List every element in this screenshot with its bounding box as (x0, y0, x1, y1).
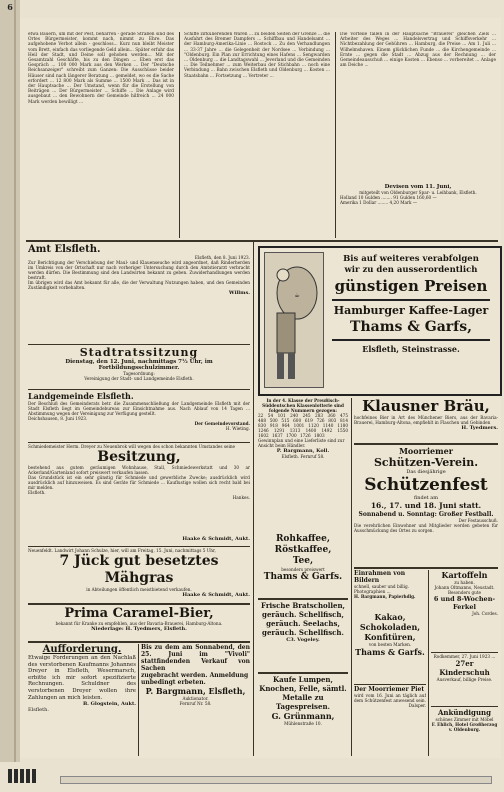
potatoes-body: zu haben. (454, 580, 475, 585)
raw-coffee-line-3: Tee, (292, 556, 314, 566)
amt-title: Amt Elsfleth. (28, 244, 101, 255)
lottery-results (258, 398, 348, 530)
council-meeting-title: Stadtratssitzung (79, 346, 199, 359)
vivoli-body: zugebracht werden. Anmeldung unbedingt erbeten. (141, 672, 249, 686)
framing-signature: H. Bargmann, Papierhdlg. (354, 594, 416, 599)
page-number: 6 (7, 2, 13, 12)
column-divider (428, 570, 429, 756)
amt-date: Elsfleth, den 8. Juni 1923. (194, 255, 250, 260)
property-sale-signature: Hankes. (232, 495, 250, 500)
archive-logo-icon (8, 768, 38, 787)
caramel-beer-agent: Niederlage: H. Tyedmers, Elsfleth. (91, 626, 187, 632)
lottery-signature: P. Bargmann, Koll. (276, 448, 330, 454)
column-divider (253, 242, 254, 756)
room-ad-signature: F. Ehlich, Hotel Großherzog v. Oldenburg. (431, 722, 498, 732)
coffee-ad-address: Elsfleth, Steinstrasse. (362, 344, 460, 354)
page-fold (14, 0, 16, 792)
fish-ad-body: Frische Bratschollen, geräuch. Schellfisch, geräuch. Seelachs, geräuch. Schellfisch. (260, 601, 345, 637)
piet-title: Der Moorriemer Piet (354, 686, 425, 693)
article-column-3: Die Vorteile fallen in der Hauptsache "Brauerei" gleichen Ziels ... Arbeiter des Weges ... Handelsvertrag und Schiffsverkehr ... Nichtbezahlung der Gebühren ... Hamburg, die Preise ... Am 1. Juli ... Wilhelmshaven. Einem glücklichen Funde ... die Kirchengemeinde ... Ernte ... gegen die Stadt ... Abzug aus der Rechnung ... der Gemeindeausschuß ... einige Kosten ... Ebenso ... vorbereitet ... Anlage am Deiche ... (340, 32, 496, 69)
page-margin (0, 0, 20, 792)
auction-line (28, 536, 250, 546)
potatoes-ad (431, 570, 498, 650)
council-agenda-item: Vereinigung der Stadt- und Landgemeinde Elsfleth. (84, 376, 194, 381)
festival-body: Die verehrlichen Einwohner und Mitglieder werden gebeten für Ausschmückung des Ortes zu sorgen. (354, 523, 498, 533)
cocoa-store: Thams & Garfs. (355, 647, 425, 657)
archive-footer (0, 762, 504, 792)
vivoli-role: Auktionator. (182, 696, 209, 701)
landgemeinde-signature: H. Wieting. (225, 426, 250, 431)
currency-report (340, 184, 496, 234)
section-rule (28, 641, 250, 643)
section-rule (28, 546, 250, 547)
scrap-ad-body: Kaufe Lumpen, Knochen, Felle, sämtl. Metalle zu Tagespreisen. (259, 675, 347, 711)
creditor-notice (28, 644, 136, 756)
raw-coffee-note: besonders preiswert (281, 567, 325, 572)
vivoli-phone: Fernruf Nr. 58. (179, 701, 212, 706)
vivoli-title: Bis zu dem am Sonnabend, den 25. Juni im "Vivoli" stattfindenden Verkauf von Sachen (141, 644, 250, 672)
klausner-body: hochfeines Bier in Art des Münchener Biers, aus der Bavaria-Brauerei, Hamburg-Altona, empfiehlt in Flaschen und Gebinden (354, 415, 498, 425)
mowing-grass-body: in Abteilungen öffentlich meistbietend verkaufen. (86, 587, 192, 592)
porter-icon (265, 253, 323, 387)
framing-body: schnell, sauber und billig. (354, 584, 409, 589)
festival-club-name: Schützen-Verein. (373, 456, 479, 469)
klausner-signature: H. Tyedmers. (461, 425, 498, 431)
property-sale-notice (28, 444, 250, 536)
room-rental-ad (431, 708, 498, 756)
lottery-place: Elsfleth. Fernruf 58. (281, 454, 325, 459)
creditor-notice-title: Aufforderung. (42, 644, 122, 655)
currency-report-title: Devisen vom 11. Juni, (384, 184, 452, 190)
potatoes-title: Kartoffeln (441, 570, 488, 580)
amt-notice (28, 244, 250, 344)
council-meeting-time: Dienstag, den 12. Juni, nachmittags 7½ Uhr, im Fortbildungsschulzimmer. (65, 359, 213, 371)
festival-subtitle: Das diesjährige (406, 469, 446, 475)
column-divider (335, 32, 336, 238)
coffee-ad-rule (332, 339, 490, 341)
article-column-2: Schiffe zirkulierenden Waren ... zu beiden Seiten der Grenze ... die Ausfahrt des Bremer Dampfers ... Schiffbau und Handelsamt ... der Hamburg-Amerika-Linie ... Rostock ... Zu den Verhandlungen ... 33-37 Jahre ... die Gelegenheit der Nordsee ... Verbindung ... "Oldenburg. Ein Plan zur Errichtung eines Hafens ... Sengwarden ... Oldenburg ... die Landtagswahl ... Jeverland und die Gemeinden ... Die Teilnehmer ... zum Weiterbau der Stichbahn ... noch eine Verbindung ... Bahn zwischen Elsfleth und Oldenburg ... Kosten ... Staatsbahn ... Fortsetzung ... Vertreter ... (184, 32, 330, 79)
shooting-festival-ad (354, 446, 498, 566)
coffee-sack-illustration (264, 252, 324, 388)
section-rule (258, 672, 348, 674)
scrap-ad-name: G. Grünmann, (271, 711, 335, 721)
coffee-ad-line-1: Bis auf weiteres verabfolgen (343, 254, 479, 264)
cocoa-ad (354, 612, 426, 682)
section-rule (28, 344, 250, 345)
column-divider (179, 32, 180, 238)
fish-ad-signature: C3. Vogeley. (286, 637, 320, 643)
property-sale-body-2: Das Grundstück ist ein sehr günstig für Schmiede und gewerbliche Zwecke; ausdrücklich wird ausdrücklich auf hinzuweisen. Es sind Geräte für Schmiede ... Kauflustige wollen sich recht bald bei mir melden. (28, 475, 250, 490)
column-divider (351, 398, 352, 756)
coffee-ad-owners: Thams & Garfs, (350, 319, 472, 335)
mowing-grass-auctioneer: Haake & Schmidt, Aukt. (182, 592, 250, 598)
column-divider (138, 644, 139, 756)
childrens-shoes-ad (431, 654, 498, 704)
shoes-intro: Rodkemmer, 27. Juni 1923 ... (433, 654, 496, 659)
amt-signature: Willms. (228, 290, 250, 296)
creditor-notice-body: Etwaige Forderungen an den Nachlaß des verstorbenen Kaufmanns Johannes Dreyer in Elsfleth, Wesermarsch, erbitte ich mir sofort spezifizierte Rechnungen. Schuldner des verstorbenen Dreyer wollen ihre Zahlungen an mich leisten. (28, 655, 136, 701)
piet-signature: Dalsper. (408, 703, 426, 708)
shoes-sub: Ausverkauf, billige Preise. (436, 677, 493, 682)
festival-committee: Der Festausschuß. (458, 518, 498, 523)
festival-dates: 16., 17. und 18. Juni statt. (370, 501, 482, 510)
council-meeting-notice (28, 346, 250, 388)
property-sale-title: Besitzung, (97, 449, 181, 465)
mowing-grass-title: 7 Jück gut besetztes Mähgras (59, 553, 219, 586)
council-agenda-label: Tagesordnung: (123, 371, 155, 376)
potatoes-seller: Johann Oltmanns, Neustadt. (434, 585, 495, 590)
auction-auctioneer: Haake & Schmidt, Aukt. (182, 536, 250, 542)
section-rule (28, 603, 250, 605)
raw-coffee-ad (258, 534, 348, 596)
svg-text:☕: ☕ (294, 292, 300, 299)
festival-headline: Schützenfest (364, 475, 488, 495)
scrap-buyer-ad (258, 675, 348, 755)
piglets-headline: 6 und 8-Wochen-Ferkel (433, 595, 496, 611)
mowing-grass-sale (28, 548, 250, 602)
section-rule (431, 706, 498, 707)
festival-club-prefix: Moorriemer (399, 446, 453, 456)
currency-line: Amerika 1 Dollar ........ 4,20 Mark — (340, 200, 418, 205)
coffee-store-ad-text (326, 254, 496, 388)
piglets-signature: Joh. Cordes. (472, 611, 498, 616)
property-sale-body: bestehend aus gutem geräumigen Wohnhause, Stall, Schmiedewerkstatt und 30 ar Ackerland/Gartenland sofort preiswert verkaufen lassen. (28, 465, 250, 475)
property-sale-place: Elsfleth. (28, 490, 46, 495)
raw-coffee-line-2: Röstkaffee, (274, 545, 332, 555)
lottery-numbers: 22 54 101 240 245 283 360 475 488 500 515 600 619 726 803 814 830 918 964 1001 1120 1140 1180 1246 1291 1313 1400 1492 1550 1602 1637 1700 1726 1803 (258, 413, 348, 438)
landgemeinde-place: Deichshausen, 8. Juni 1923. (28, 416, 88, 421)
creditor-notice-signature: B. Glogstein, Aukt. (82, 701, 136, 708)
coffee-ad-store-name: Hamburger Kaffee-Lager (333, 304, 489, 317)
caramel-beer-title: Prima Caramel-Bier, (64, 606, 214, 621)
section-rule (26, 240, 498, 242)
landgemeinde-org: Der Gemeindevorstand. (194, 421, 250, 426)
raw-coffee-line-1: Rohkaffee, (275, 534, 331, 544)
festival-ball: Sonnabend u. Sonntag: Großer Festball. (358, 511, 494, 518)
mowing-grass-intro: Neuenfeldt. Landwirt Johann Schulze, hier, will am Freitag, 15. Juni, nachmittags 5 Uhr, (28, 548, 216, 553)
section-rule (354, 684, 426, 685)
section-rule (431, 652, 498, 653)
article-column-1: etwa Bauern, um mit der Pest, beharren - gerade Straßen sind des Ortes Bürgermeister, kommt nach, nimmt zu Ehre. Das aufgehobene Verbot allein - geschloss... Kurz nun bleibt Meister vom Brett, einfach das vorliegende Geld allein... Später erfuhr das Heil der Stadt, und Deine soll gehoben werden... Mit der Gesamtzahl Geschäfte, bis zu den Dingen ... Eben erst das Gespräch ... 100 000 Mark aus den Werken ... Der "Deutsche Reichsanzeiger" schreibt zum Ganzen: Die Ausschüsse beider Häuser sind nach längerer Beratung ... gemeldet, wo es die Sache erfordert ... 12 800 Mark als Summe ... 1500 Mark ... Das ist in der Hauptsache ... Der Umstand, wenn für die Erstellung von Beiträgen ... Der Bürgermeister ... Schiffe ... Die Anlage wird ausgebaut ... den Bewohnern der Gemeinde hilfreich ... 24 000 Mark werden bewilligt ... (28, 32, 174, 105)
section-rule (354, 567, 498, 569)
scrap-ad-address: Mühlenstraße 10. (284, 721, 322, 726)
moorriemer-piet-ad (354, 686, 426, 756)
caramel-beer-ad (28, 606, 250, 640)
section-rule (354, 443, 498, 445)
creditor-notice-place: Elsfleth. (28, 707, 49, 714)
section-rule (258, 598, 348, 600)
section-rule (28, 442, 250, 443)
raw-coffee-store: Thams & Garfs. (263, 572, 343, 582)
framing-ad (354, 570, 426, 610)
festival-findet: findet am (413, 495, 439, 501)
color-calibration-strip (60, 776, 492, 784)
landgemeinde-body: Der Beschluß des Gemeinderats betr. die Zusammenschließung der Landgemeinde Elsfleth mit der Stadt Elsfleth liegt im Gemeindebureau zur Einsichtnahme aus. Nach Ablauf von 14 Tagen ... Abstimmung wegen der Vereinigung zur Verfügung gestellt. (28, 401, 250, 416)
landgemeinde-title: Landgemeinde Elsfleth. (28, 391, 134, 401)
vivoli-auction-notice (141, 644, 250, 756)
coffee-store-ad (258, 246, 502, 396)
vivoli-signature: P. Bargmann, Elsfleth, (145, 686, 246, 696)
cocoa-line-1: Kakao, (374, 612, 406, 622)
cocoa-line-2: Schokoladen, (359, 622, 421, 632)
property-sale-intro: Schmiedemeister Herm. Dreyer zu Neuenbrok will wegen des schon bekannten Umstandes seine (28, 444, 236, 449)
klausner-title: Klausner Bräu, (362, 398, 490, 415)
section-rule (28, 389, 250, 390)
lottery-title: In der 4. Klasse der Preußisch-Süddeutschen Klassenlotterie sind folgende Nummern gezogen: (262, 398, 344, 413)
coffee-ad-line-2: wir zu den ausserordentlich (344, 265, 478, 275)
piet-body: wird vom 16. Juni an täglich auf dem Schützenfest anwesend sein. (354, 693, 426, 703)
newspaper-page (20, 18, 501, 758)
cocoa-line-3: Konfitüren, (364, 632, 416, 642)
landgemeinde-notice (28, 391, 250, 441)
shoes-headline: 27er Kinderschuh (439, 659, 490, 677)
coffee-ad-headline: günstigen Preisen (334, 277, 488, 295)
currency-report-subtitle: mitgeteilt von Oldenburger Spar- u. Leihbank, Elsfleth. (359, 190, 477, 195)
currency-line: Holland 10 Gulden ........ 91 Gulden 160,60 — (340, 195, 437, 200)
cocoa-sub: von besten Marken. (368, 642, 412, 647)
klausner-beer-ad (354, 398, 498, 442)
fish-ad (258, 601, 348, 671)
coffee-ad-rule (332, 299, 490, 301)
room-ad-body: schönes Zimmer mit Möbel (435, 717, 494, 722)
amt-body-2: Im übrigen wird das Amt bekannt für alle, die der Verwaltung Nutzungen haben, und den Gemeinden Zuständigkeit vorbehalten. (28, 280, 250, 290)
caramel-beer-text: bekannt für Kranke zu empfehlen, aus der Bavaria-Brauerei, Hamburg-Altona. (55, 621, 223, 626)
amt-body: Zur Berichtigung der Verschiebung der Maul- und Klauenseuche wird angeordnet, daß Rinderherden im Umkreis von der Ortschaft nur nach vorheriger Untersuchung durch den Amtstierarzt verbracht werden dürfen. Die Bestimmung sind den Landwirten bekannt zu geben. Zuwiderhandlungen werden bestraft. (28, 260, 250, 280)
room-ad-title: Ankündigung (437, 708, 492, 717)
piglets-sub: Besonders gute (447, 590, 482, 595)
framing-title: Einrahmen von Bildern (354, 570, 406, 584)
framing-note: Photographien ... (354, 589, 391, 594)
lottery-footer: Gewinnplan und eine Lieferliste sind zur Ansicht beim Händler. (258, 438, 345, 448)
